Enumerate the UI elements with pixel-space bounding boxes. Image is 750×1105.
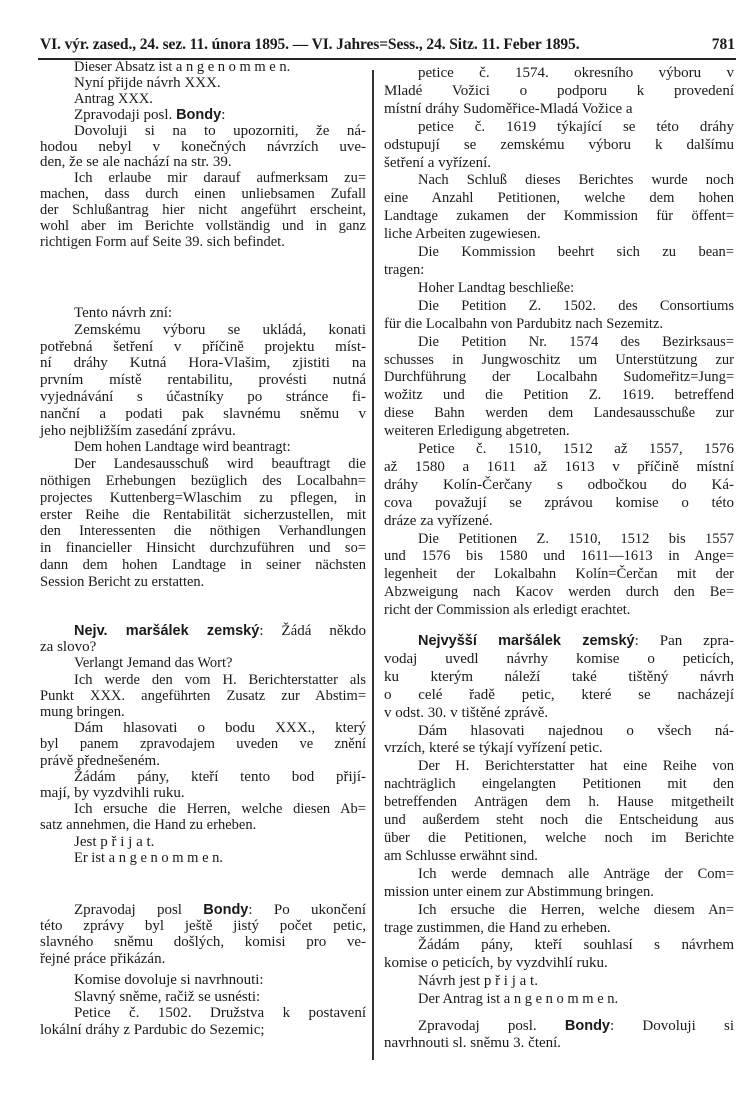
paragraph: [384, 298, 734, 334]
text-line: diese Bahn werden dem Landesausschuße zur: [384, 405, 734, 422]
text-line: Nyní přijde návrh XXX.: [74, 74, 221, 91]
text-line: Der Landesausschuß wird beauftragt die: [74, 456, 366, 473]
paragraph: [384, 633, 734, 723]
paragraph: [384, 973, 734, 991]
text-line: über die Petitionen, welche noch im Berichte: [384, 829, 734, 846]
paragraph: [384, 119, 734, 173]
text-line: Antrag XXX.: [74, 90, 153, 107]
paragraph: [384, 334, 734, 441]
text-line: Dám hlasovati najednou o všech ná-: [418, 722, 734, 739]
paragraph: [40, 850, 366, 866]
text-line: až 1580 a 1611 až 1613 v příčině místní: [384, 458, 734, 475]
text-line: richtigen Form auf Seite 39. sich befindet.: [40, 233, 285, 250]
text-line: in financieller Hinsicht durchzuführen und so=: [40, 540, 366, 557]
paragraph: [40, 456, 366, 590]
text-line: Der Antrag ist a n g e n o m m e n.: [418, 991, 619, 1008]
text-line: und außerdem steht noch die Entscheidung aus: [384, 812, 734, 829]
text-line: mung bringen.: [40, 704, 125, 721]
text-line: Ich ersuche die Herren, welche diesen Ab=: [74, 801, 366, 818]
paragraph: [384, 172, 734, 244]
text-line: Session Bericht zu erstatten.: [40, 573, 205, 590]
text-line: nanční a podati pak slavnému sněmu v: [40, 405, 366, 422]
paragraph: [384, 991, 734, 1009]
text-line: mají, by vyzdvihli ruku.: [40, 785, 185, 802]
text-line: byl panem zpravodajem uveden ve znění: [40, 736, 366, 753]
paragraph: [40, 989, 366, 1006]
text-segment: Zpravodaj posl: [74, 902, 204, 918]
running-title: VI. výr. zased., 24. sez. 11. února 1895. — VI. Jahres=Sess., 24. Sitz. 11. Feber 1895.: [40, 36, 580, 53]
text-line: Zemskému výboru se ukládá, konati: [74, 321, 366, 338]
speaker-name: Nejvyšší maršálek zemský: [418, 633, 635, 649]
text-line: ní dráhy Kutná Hora-Vlašim, zjistiti na: [40, 355, 366, 372]
paragraph: [384, 244, 734, 280]
text-line: hodou nebyl v konečných návrzích uve-: [40, 138, 366, 155]
text-line: cova považují se zprávou komise o této: [384, 494, 734, 511]
text-line: odstupují se zemskému výboru k dalšímu: [384, 136, 734, 153]
text-line: wohl aber im Berichte vollständig und in ganz: [40, 218, 366, 235]
paragraph: [40, 720, 366, 769]
text-block: [384, 1018, 734, 1051]
paragraph: [384, 902, 734, 938]
text-line: Nach Schluß dieses Berichtes wurde noch: [418, 172, 734, 189]
paragraph: [40, 655, 366, 671]
text-line: lokální dráhy z Pardubic do Sezemic;: [40, 1021, 265, 1038]
text-line: Dieser Absatz ist a n g e n o m m e n.: [74, 59, 291, 75]
paragraph: [384, 758, 734, 865]
paragraph: [40, 834, 366, 850]
text-line: erster Reihe die Rentabilität sicherzustellen, mit: [40, 506, 366, 523]
text-line: Petice č. 1510, 1512 až 1557, 1576: [418, 441, 734, 458]
text-line: [40, 902, 366, 918]
text-line: [384, 633, 734, 651]
text-line: Die Petitionen Z. 1510, 1512 bis 1557: [418, 530, 734, 547]
text-line: Tento návrh zní:: [74, 305, 173, 321]
text-segment: : Po ukončení: [248, 902, 366, 918]
text-line: řejné práce přikázán.: [40, 950, 166, 967]
text-line: Abzweigung nach Kacov werden durch den Be=: [384, 584, 734, 601]
paragraph: [40, 171, 366, 251]
paragraph: [384, 531, 734, 621]
paragraph: [40, 60, 366, 76]
text-line: schusses in Jungwoschitz um Unterstützung zur: [384, 351, 734, 368]
text-line: dráhy Kolín-Čerčany s odbočkou do Ká-: [384, 476, 734, 493]
paragraph: [384, 723, 734, 759]
text-block: [384, 65, 734, 620]
text-line: und 1576 bis 1580 und 1611—1613 in Ange=: [384, 548, 734, 565]
text-segment: Zpravodaji posl.: [74, 106, 177, 123]
text-segment: :: [221, 106, 226, 123]
text-line: eine Anzahl Petitionen, welche dem hohen: [384, 190, 734, 207]
text-line: Der H. Berichterstatter hat eine Reihe von: [418, 758, 734, 775]
paragraph: [40, 672, 366, 721]
text-line: petice č. 1574. okresního výboru v: [418, 65, 734, 81]
paragraph: [40, 305, 366, 322]
text-line: dráze za vyřízené.: [384, 512, 493, 529]
text-line: této zprávy byl ještě jistý počet petic,: [40, 918, 366, 935]
text-segment: : Pan zpra-: [634, 633, 734, 649]
paragraph: [384, 441, 734, 531]
text-line: potřebná šetření v příčině projektu míst-: [40, 338, 366, 355]
text-line: am Schlusse erwähnt sind.: [384, 847, 538, 864]
text-line: Durchführung der Localbahn Sudomeřitz=Jung=: [384, 369, 734, 386]
paragraph: [40, 76, 366, 92]
column-divider: [372, 70, 374, 1060]
text-line: Die Petition Z. 1502. des Consortiums: [418, 297, 734, 314]
paragraph: [40, 108, 366, 124]
text-line: richt der Commission als erledigt erachtet.: [384, 602, 631, 619]
text-line: wožitz und die Petition Z. 1619. betreffend: [384, 387, 734, 404]
paragraph: [384, 866, 734, 902]
text-line: právě přednešeném.: [40, 752, 160, 769]
speaker-name: Bondy: [203, 902, 249, 918]
text-line: v odst. 30. v tištěné zprávě.: [384, 704, 549, 721]
text-line: slavného sněmu došlých, komisi pro ve-: [40, 934, 366, 951]
paragraph: [40, 801, 366, 833]
text-line: nöthigen Erhebungen bezüglich des Localbahn=: [40, 472, 366, 489]
text-line: vodaj uvedl návrhy komise o peticích,: [384, 650, 734, 667]
paragraph: [40, 124, 366, 172]
text-line: ku kterým náleží také tištěný návrh: [384, 668, 734, 685]
text-line: dann dem hohen Landtage in seiner nächsten: [40, 556, 366, 573]
text-line: Ich erlaube mir darauf aufmerksam zu=: [74, 170, 366, 187]
paragraph: [384, 65, 734, 119]
text-line: Ich ersuche die Herren, welche diesem An=: [418, 901, 734, 918]
paragraph: [384, 280, 734, 298]
text-line: betreffenden Anträgen dem h. Hause mitgetheilt: [384, 794, 734, 811]
text-line: liche Arbeiten zugewiesen.: [384, 226, 541, 243]
text-line: tragen:: [384, 261, 425, 278]
paragraph: [40, 92, 366, 108]
text-line: komise o peticích, by vyzdvihlí ruku.: [384, 955, 608, 972]
text-line: [40, 108, 366, 124]
text-line: Dem hohen Landtage wird beantragt:: [74, 439, 291, 456]
speaker-name: Bondy: [564, 1018, 610, 1034]
text-line: Punkt XXX. angeführten Zusatz zur Abstim=: [40, 687, 366, 704]
text-line: Mladé Vožici o podporu k provedení: [384, 82, 734, 99]
text-line: vyjednávání s účastníky po stránce fi-: [40, 388, 366, 405]
text-line: Komise dovoluje si navrhnouti:: [74, 972, 264, 988]
text-line: Žádám pány, kteří tento bod přijí-: [74, 768, 366, 785]
text-block: [40, 972, 366, 1038]
text-line: vrzích, které se týkají vyřízení petic.: [384, 740, 603, 757]
text-block: [40, 623, 366, 866]
text-line: Dovoluji si na to upozorniti, že ná-: [74, 122, 366, 139]
paragraph: [40, 623, 366, 655]
text-line: trage zustimmen, die Hand zu erheben.: [384, 919, 611, 936]
speaker-name: Nejv. maršálek zemský: [74, 623, 260, 639]
text-segment: : Dovoluji si: [610, 1018, 734, 1034]
paragraph: [384, 1018, 734, 1051]
text-line: navrhnouti sl. sněmu 3. čtení.: [384, 1034, 562, 1051]
text-line: o celé řadě petic, které se nacházejí: [384, 686, 734, 703]
text-line: machen, dass durch einen unliebsamen Zufall: [40, 186, 366, 203]
text-line: Hoher Landtag beschließe:: [418, 279, 575, 296]
text-line: Dám hlasovati o bodu XXX., který: [74, 720, 366, 737]
paragraph: [40, 1005, 366, 1038]
text-line: za slovo?: [40, 639, 97, 656]
text-line: mission unter einem zur Abstimmung bringen.: [384, 883, 654, 900]
text-block: [384, 633, 734, 1009]
text-line: den, že se ale nachází na str. 39.: [40, 154, 232, 171]
text-line: petice č. 1619 týkající se této dráhy: [418, 118, 734, 135]
text-line: weiteren Erledigung abgetreten.: [384, 423, 570, 440]
text-line: satz annehmen, die Hand zu erheben.: [40, 817, 257, 834]
text-line: Die Petition Nr. 1574 des Bezirksaus=: [418, 333, 734, 350]
text-line: šetření a vyřízení.: [384, 154, 492, 171]
text-line: [40, 623, 366, 639]
text-line: Die Kommission beehrt sich zu bean=: [418, 244, 734, 261]
speaker-name: Bondy: [176, 106, 222, 123]
text-line: Landtage zukamen der Kommission für öffent=: [384, 208, 734, 225]
text-segment: : Žádá někdo: [259, 623, 366, 639]
text-line: Petice č. 1502. Družstva k postavení: [74, 1005, 366, 1021]
text-block: [40, 305, 366, 591]
text-line: Jest p ř i j a t.: [74, 833, 155, 850]
text-line: Verlangt Jemand das Wort?: [74, 655, 233, 672]
text-block: [40, 60, 366, 251]
text-line: Ich werde demnach alle Anträge der Com=: [418, 865, 734, 882]
paragraph: [40, 322, 366, 440]
text-line: Er ist a n g e n o m m e n.: [74, 849, 224, 866]
paragraph: [40, 439, 366, 456]
text-line: legenheit der Lokalbahn Kolín=Čerčan mit der: [384, 566, 734, 583]
text-block: [40, 902, 366, 967]
text-line: Návrh jest p ř i j a t.: [418, 973, 538, 990]
text-line: Slavný sněme, račiž se usnésti:: [74, 988, 261, 1005]
text-line: Žádám pány, kteří souhlasí s návrhem: [418, 937, 734, 954]
paragraph: [384, 937, 734, 973]
text-line: für die Localbahn von Pardubitz nach Sezemitz.: [384, 315, 664, 332]
text-line: Ich werde den vom H. Berichterstatter als: [74, 671, 366, 688]
text-line: [384, 1018, 734, 1035]
text-line: místní dráhy Sudoměřice-Mladá Vožice a: [384, 100, 633, 117]
text-line: prvním místě rentabilitu, provésti nutná: [40, 372, 366, 389]
paragraph: [40, 972, 366, 989]
text-line: jeho nejbližším zasedání zprávu.: [40, 422, 236, 439]
page-number: 781: [711, 36, 735, 53]
paragraph: [40, 769, 366, 801]
text-line: der Schlußantrag hier nicht angeführt erscheint,: [40, 202, 366, 219]
text-line: den Interessenten die nöthigen Verhandlungen: [40, 523, 366, 540]
text-segment: Zpravodaj posl.: [418, 1018, 565, 1034]
paragraph: [40, 902, 366, 967]
text-line: nachträglich eingelangten Petitionen mit den: [384, 776, 734, 793]
running-header: [40, 36, 735, 56]
text-line: projectes Kuttenberg=Wlaschim zu pflegen, in: [40, 489, 366, 506]
